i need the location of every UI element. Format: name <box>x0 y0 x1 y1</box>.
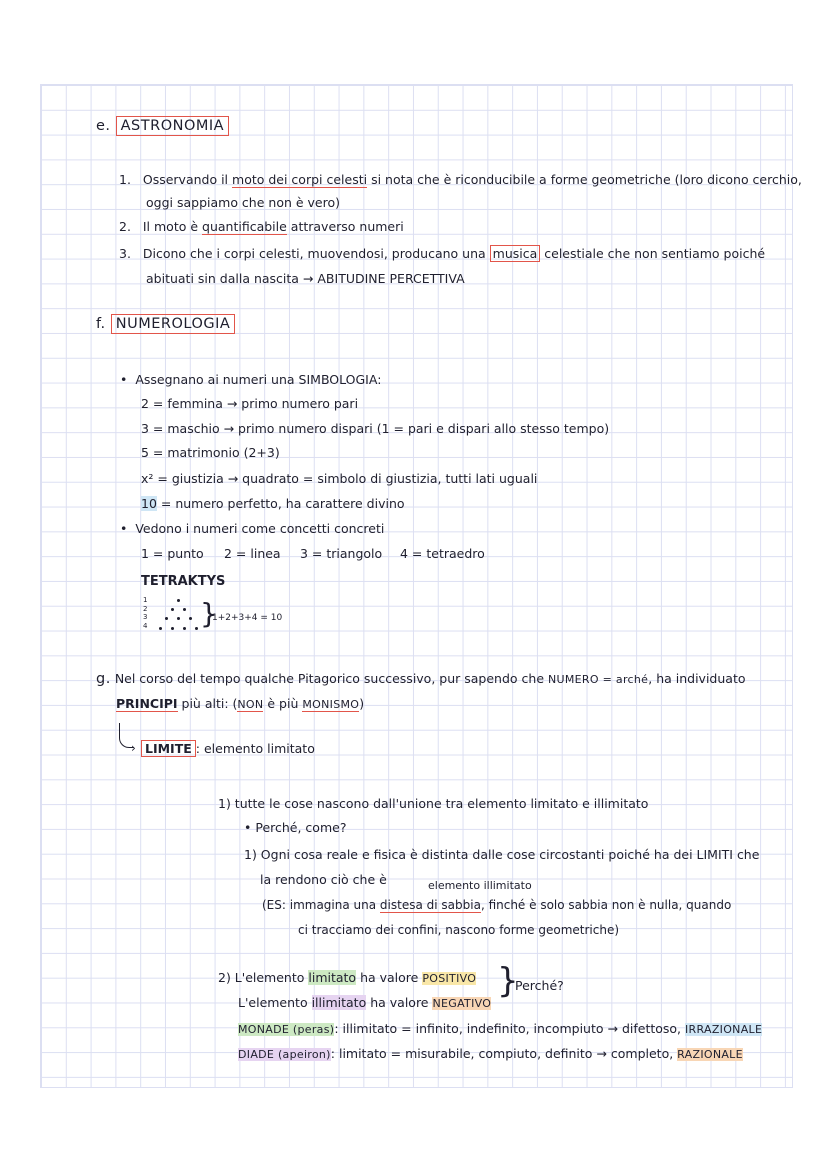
positivo: POSITIVO <box>422 972 477 985</box>
astronomia-item-2 <box>119 219 404 235</box>
row-label: 2 <box>143 604 148 613</box>
razionale: RAZIONALE <box>677 1048 743 1061</box>
numerologia-bullet-2: • Vedono i numeri come concetti concreti <box>120 521 385 536</box>
monade-def: : illimitato = infinito, indefinito, incompiuto → difettoso, <box>334 1021 686 1036</box>
concrete-item: 1 = punto <box>141 546 204 561</box>
dot <box>195 627 198 630</box>
symbol-line: 3 = maschio → primo numero dispari (1 = pari e dispari allo stesso tempo) <box>141 421 610 436</box>
illimitato: illimitato <box>311 995 367 1010</box>
dot <box>177 599 180 602</box>
point-text: ha valore <box>356 970 423 985</box>
point-1: 1) tutte le cose nascono dall'unione tra elemento limitato e illimitato <box>218 796 649 811</box>
section-e-heading <box>96 118 229 134</box>
curly-brace: } <box>200 597 218 630</box>
elemento-illimitato-note: elemento illimitato <box>428 879 532 892</box>
dot <box>165 617 168 620</box>
negativo: NEGATIVO <box>432 997 492 1010</box>
symbol-line: x² = giustizia → quadrato = simbolo di giustizia, tutti lati uguali <box>141 471 538 486</box>
tetraktys-title: TETRAKTYS <box>141 574 226 589</box>
bullet-text: Vedono i numeri come concetti concreti <box>135 521 385 536</box>
item-highlight: quantificabile <box>202 219 287 234</box>
point-1-1: 1) Ogni cosa reale e fisica è distinta dalle cose circostanti poiché ha dei LIMITI che <box>244 847 760 862</box>
non: NON <box>237 698 264 711</box>
astronomia-item-1-cont: oggi sappiamo che non è vero) <box>146 195 341 210</box>
irrazionale: IRRAZIONALE <box>685 1023 763 1036</box>
item-text: celestiale che non sentiamo poiché <box>540 246 766 261</box>
diade-def: : limitato = misurabile, compiuto, definito → completo, <box>330 1046 678 1061</box>
dot <box>171 627 174 630</box>
tetraktys-row-labels <box>143 596 147 630</box>
tetraktys-dots <box>155 597 205 637</box>
section-f-heading <box>96 316 235 332</box>
dot <box>189 617 192 620</box>
concrete-item: 3 = triangolo <box>300 546 383 561</box>
example-text: (ES: immagina una <box>262 898 380 912</box>
paragraph-text: più alti: ( <box>177 696 238 711</box>
limite-def: : elemento limitato <box>195 741 315 756</box>
symbol-text: = numero perfetto, ha carattere divino <box>156 496 405 511</box>
section-title: ASTRONOMIA <box>116 116 229 136</box>
astronomia-item-3-cont: abituati sin dalla nascita → ABITUDINE PERCETTIVA <box>146 271 465 286</box>
perche-come: • Perché, come? <box>244 820 347 835</box>
concrete-item: 2 = linea <box>224 546 281 561</box>
point-text: ha valore <box>366 995 433 1010</box>
paragraph-text: ) <box>359 696 365 711</box>
limite: LIMITE <box>141 740 196 757</box>
point-2b <box>238 995 491 1012</box>
principi: PRINCIPI <box>116 696 178 711</box>
point-2a <box>218 970 476 987</box>
row-label: 3 <box>143 613 148 621</box>
dot <box>159 627 162 630</box>
item-number: 2. <box>119 219 131 234</box>
point-text: 2) L'elemento <box>218 970 309 985</box>
example-cont: ci tracciamo dei confini, nascono forme geometriche) <box>298 923 620 937</box>
section-g-line-1 <box>96 671 746 688</box>
paragraph-text: , ha individuato <box>648 671 746 686</box>
item-text: si nota che è riconducibile a forme geometriche (loro dicono cerchio, <box>367 172 802 187</box>
dot <box>183 608 186 611</box>
example-text: , finché è solo sabbia non è nulla, quando <box>480 898 732 912</box>
tetraktys-sum: 1+2+3+4 = 10 <box>212 613 283 623</box>
paragraph-text: è più <box>263 696 303 711</box>
diade-line <box>238 1046 743 1063</box>
item-text: Dicono che i corpi celesti, muovendosi, producano una <box>142 246 490 261</box>
monade-line <box>238 1021 762 1038</box>
dot <box>177 617 180 620</box>
arrow-head: › <box>131 741 136 755</box>
example-highlight: distesa di sabbia <box>379 898 481 912</box>
paragraph-text: Nel corso del tempo qualche Pitagorico successivo, pur sapendo che <box>114 671 548 686</box>
monade: MONADE (peras) <box>238 1023 335 1036</box>
row-label: 1 <box>143 596 148 604</box>
ten-number: 10 <box>141 496 157 511</box>
section-letter: g. <box>96 671 111 687</box>
limitato: limitato <box>308 970 357 985</box>
dot <box>171 608 174 611</box>
item-text: Il moto è <box>142 219 203 234</box>
symbol-line <box>141 496 405 512</box>
section-letter: e. <box>96 118 111 134</box>
astronomia-item-1 <box>119 172 802 188</box>
section-g-line-2 <box>116 696 364 713</box>
item-text: Osservando il <box>142 172 233 187</box>
row-label: 4 <box>143 621 148 630</box>
item-number: 3. <box>119 246 131 261</box>
numero-arche: NUMERO = arché <box>548 673 649 686</box>
dot <box>183 627 186 630</box>
section-title: NUMEROLOGIA <box>111 314 236 334</box>
astronomia-item-3 <box>119 246 765 262</box>
symbol-line: 2 = femmina → primo numero pari <box>141 396 359 411</box>
symbol-line: 5 = matrimonio (2+3) <box>141 445 280 460</box>
item-text: attraverso numeri <box>286 219 404 234</box>
item-highlight: moto dei corpi celesti <box>232 172 368 187</box>
point-text: L'elemento <box>238 995 312 1010</box>
concrete-item: 4 = tetraedro <box>400 546 485 561</box>
perche: Perché? <box>515 978 564 993</box>
monismo: MONISMO <box>302 698 360 711</box>
limite-line <box>141 741 315 757</box>
curly-brace: } <box>497 961 519 1001</box>
point-1-1-cont: la rendono ciò che è <box>260 872 387 887</box>
example-line <box>262 897 731 913</box>
numerologia-bullet-1: • Assegnano ai numeri una SIMBOLOGIA: <box>120 372 382 387</box>
section-letter: f. <box>96 316 106 332</box>
item-number: 1. <box>119 172 131 187</box>
item-highlight: musica <box>490 245 541 262</box>
diade: DIADE (apeiron) <box>238 1048 331 1061</box>
bullet-text: Assegnano ai numeri una SIMBOLOGIA: <box>135 372 382 387</box>
